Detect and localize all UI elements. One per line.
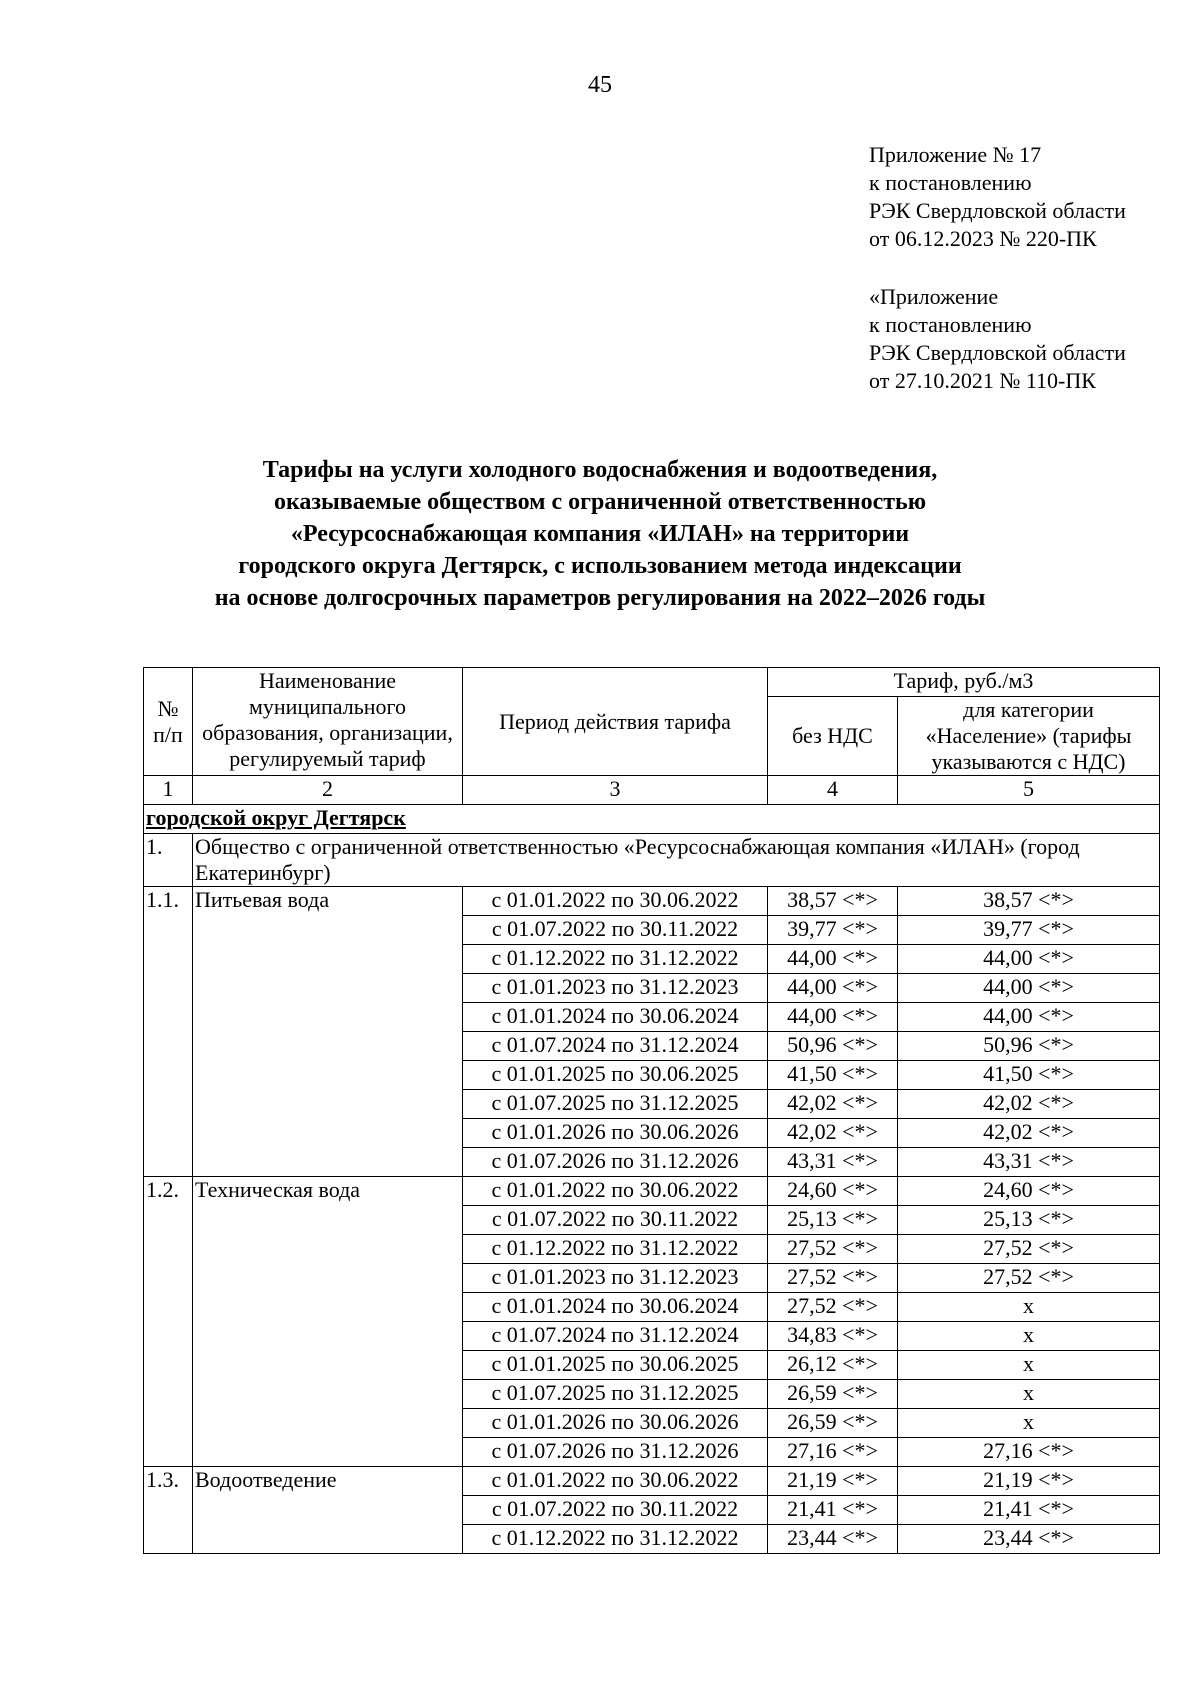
period-cell: с 01.01.2022 по 30.06.2022	[463, 1177, 768, 1206]
tariff-population-cell: 24,60 <*>	[898, 1177, 1160, 1206]
header-population: для категории «Население» (тарифы указываются с НДС)	[898, 697, 1160, 776]
tariff-population-cell: 21,41 <*>	[898, 1496, 1160, 1525]
title-line: «Ресурсоснабжающая компания «ИЛАН» на территории	[290, 521, 910, 547]
tariff-row	[144, 887, 1160, 916]
tariff-population-cell: 43,31 <*>	[898, 1148, 1160, 1177]
tariff-population-cell: 44,00 <*>	[898, 1003, 1160, 1032]
column-number: 5	[898, 776, 1160, 805]
tariff-population-cell: 38,57 <*>	[898, 887, 1160, 916]
appendix-current	[869, 141, 1126, 253]
tariff-population-cell: 42,02 <*>	[898, 1090, 1160, 1119]
header-row	[144, 668, 1160, 697]
appendix-line: от 27.10.2021 № 110-ПК	[869, 368, 1096, 393]
tariff-no-vat-cell: 44,00 <*>	[768, 974, 898, 1003]
period-cell: с 01.01.2024 по 30.06.2024	[463, 1003, 768, 1032]
tariff-no-vat-cell: 27,16 <*>	[768, 1438, 898, 1467]
appendix-original	[869, 283, 1126, 395]
period-cell: с 01.01.2024 по 30.06.2024	[463, 1293, 768, 1322]
tariff-population-cell: 42,02 <*>	[898, 1119, 1160, 1148]
tariff-no-vat-cell: 44,00 <*>	[768, 945, 898, 974]
tariff-population-cell: 44,00 <*>	[898, 945, 1160, 974]
tariff-population-cell: 27,52 <*>	[898, 1264, 1160, 1293]
period-cell: с 01.07.2026 по 31.12.2026	[463, 1148, 768, 1177]
group-name: Техническая вода	[193, 1177, 463, 1467]
tariff-no-vat-cell: 26,12 <*>	[768, 1351, 898, 1380]
document-title	[150, 454, 1050, 614]
tariff-no-vat-cell: 26,59 <*>	[768, 1409, 898, 1438]
appendix-line: к постановлению	[869, 312, 1032, 337]
tariff-row	[144, 1177, 1160, 1206]
title-line: на основе долгосрочных параметров регулирования на 2022–2026 годы	[214, 585, 986, 611]
period-cell: с 01.07.2024 по 31.12.2024	[463, 1322, 768, 1351]
tariff-table	[143, 667, 1160, 1554]
header-no-vat: без НДС	[768, 697, 898, 776]
tariff-population-cell: 23,44 <*>	[898, 1525, 1160, 1554]
tariff-population-cell: 21,19 <*>	[898, 1467, 1160, 1496]
tariff-no-vat-cell: 42,02 <*>	[768, 1090, 898, 1119]
column-number: 1	[144, 776, 193, 805]
tariff-no-vat-cell: 39,77 <*>	[768, 916, 898, 945]
tariff-population-cell: х	[898, 1409, 1160, 1438]
appendix-line: к постановлению	[869, 170, 1032, 195]
period-cell: с 01.12.2022 по 31.12.2022	[463, 945, 768, 974]
title-line: городского округа Дегтярск, с использованием метода индексации	[238, 553, 962, 579]
title-line: Тарифы на услуги холодного водоснабжения и водоотведения,	[262, 457, 938, 483]
column-number-row	[144, 776, 1160, 805]
period-cell: с 01.01.2023 по 31.12.2023	[463, 1264, 768, 1293]
header-num: № п/п	[144, 668, 193, 776]
appendix-line: от 06.12.2023 № 220-ПК	[869, 226, 1097, 251]
period-cell: с 01.12.2022 по 31.12.2022	[463, 1235, 768, 1264]
period-cell: с 01.01.2023 по 31.12.2023	[463, 974, 768, 1003]
tariff-no-vat-cell: 38,57 <*>	[768, 887, 898, 916]
column-number: 3	[463, 776, 768, 805]
tariff-population-cell: 39,77 <*>	[898, 916, 1160, 945]
period-cell: с 01.07.2025 по 31.12.2025	[463, 1380, 768, 1409]
header-period: Период действия тарифа	[463, 668, 768, 776]
tariff-population-cell: х	[898, 1351, 1160, 1380]
tariff-population-cell: 44,00 <*>	[898, 974, 1160, 1003]
period-cell: с 01.07.2022 по 30.11.2022	[463, 1496, 768, 1525]
tariff-population-cell: 50,96 <*>	[898, 1032, 1160, 1061]
column-number: 4	[768, 776, 898, 805]
group-name: Водоотведение	[193, 1467, 463, 1554]
period-cell: с 01.01.2025 по 30.06.2025	[463, 1061, 768, 1090]
tariff-no-vat-cell: 26,59 <*>	[768, 1380, 898, 1409]
period-cell: с 01.01.2022 по 30.06.2022	[463, 887, 768, 916]
tariff-no-vat-cell: 23,44 <*>	[768, 1525, 898, 1554]
period-cell: с 01.07.2022 по 30.11.2022	[463, 916, 768, 945]
period-cell: с 01.12.2022 по 31.12.2022	[463, 1525, 768, 1554]
organization-name: Общество с ограниченной ответственностью «Ресурсоснабжающая компания «ИЛАН» (город Екатеринбург)	[193, 834, 1160, 887]
tariff-population-cell: х	[898, 1380, 1160, 1409]
appendix-line: Приложение № 17	[869, 142, 1042, 167]
tariff-no-vat-cell: 21,19 <*>	[768, 1467, 898, 1496]
appendix-line: РЭК Свердловской области	[869, 340, 1126, 365]
organization-row	[144, 834, 1160, 887]
tariff-no-vat-cell: 27,52 <*>	[768, 1264, 898, 1293]
tariff-population-cell: 27,16 <*>	[898, 1438, 1160, 1467]
group-num: 1.2.	[144, 1177, 193, 1467]
group-num: 1.3.	[144, 1467, 193, 1554]
district-name: городской округ Дегтярск	[144, 805, 1160, 834]
appendix-line: РЭК Свердловской области	[869, 198, 1126, 223]
district-row	[144, 805, 1160, 834]
period-cell: с 01.01.2026 по 30.06.2026	[463, 1409, 768, 1438]
tariff-no-vat-cell: 41,50 <*>	[768, 1061, 898, 1090]
tariff-population-cell: 41,50 <*>	[898, 1061, 1160, 1090]
tariff-no-vat-cell: 34,83 <*>	[768, 1322, 898, 1351]
period-cell: с 01.01.2022 по 30.06.2022	[463, 1467, 768, 1496]
group-num: 1.1.	[144, 887, 193, 1177]
tariff-no-vat-cell: 50,96 <*>	[768, 1032, 898, 1061]
tariff-population-cell: х	[898, 1293, 1160, 1322]
period-cell: с 01.07.2025 по 31.12.2025	[463, 1090, 768, 1119]
tariff-no-vat-cell: 42,02 <*>	[768, 1119, 898, 1148]
tariff-population-cell: 25,13 <*>	[898, 1206, 1160, 1235]
tariff-no-vat-cell: 43,31 <*>	[768, 1148, 898, 1177]
tariff-no-vat-cell: 25,13 <*>	[768, 1206, 898, 1235]
tariff-row	[144, 1467, 1160, 1496]
appendix-line: «Приложение	[869, 284, 999, 309]
page-number: 45	[588, 72, 612, 98]
period-cell: с 01.07.2022 по 30.11.2022	[463, 1206, 768, 1235]
tariff-no-vat-cell: 27,52 <*>	[768, 1235, 898, 1264]
period-cell: с 01.01.2025 по 30.06.2025	[463, 1351, 768, 1380]
tariff-no-vat-cell: 24,60 <*>	[768, 1177, 898, 1206]
tariff-population-cell: х	[898, 1322, 1160, 1351]
group-name: Питьевая вода	[193, 887, 463, 1177]
period-cell: с 01.07.2024 по 31.12.2024	[463, 1032, 768, 1061]
tariff-no-vat-cell: 27,52 <*>	[768, 1293, 898, 1322]
title-line: оказываемые обществом с ограниченной ответственностью	[273, 489, 927, 515]
period-cell: с 01.07.2026 по 31.12.2026	[463, 1438, 768, 1467]
tariff-population-cell: 27,52 <*>	[898, 1235, 1160, 1264]
tariff-no-vat-cell: 44,00 <*>	[768, 1003, 898, 1032]
header-tariff: Тариф, руб./м3	[768, 668, 1160, 697]
header-name: Наименование муниципального образования, организации, регулируемый тариф	[193, 668, 463, 776]
column-number: 2	[193, 776, 463, 805]
organization-num: 1.	[144, 834, 193, 887]
tariff-no-vat-cell: 21,41 <*>	[768, 1496, 898, 1525]
period-cell: с 01.01.2026 по 30.06.2026	[463, 1119, 768, 1148]
